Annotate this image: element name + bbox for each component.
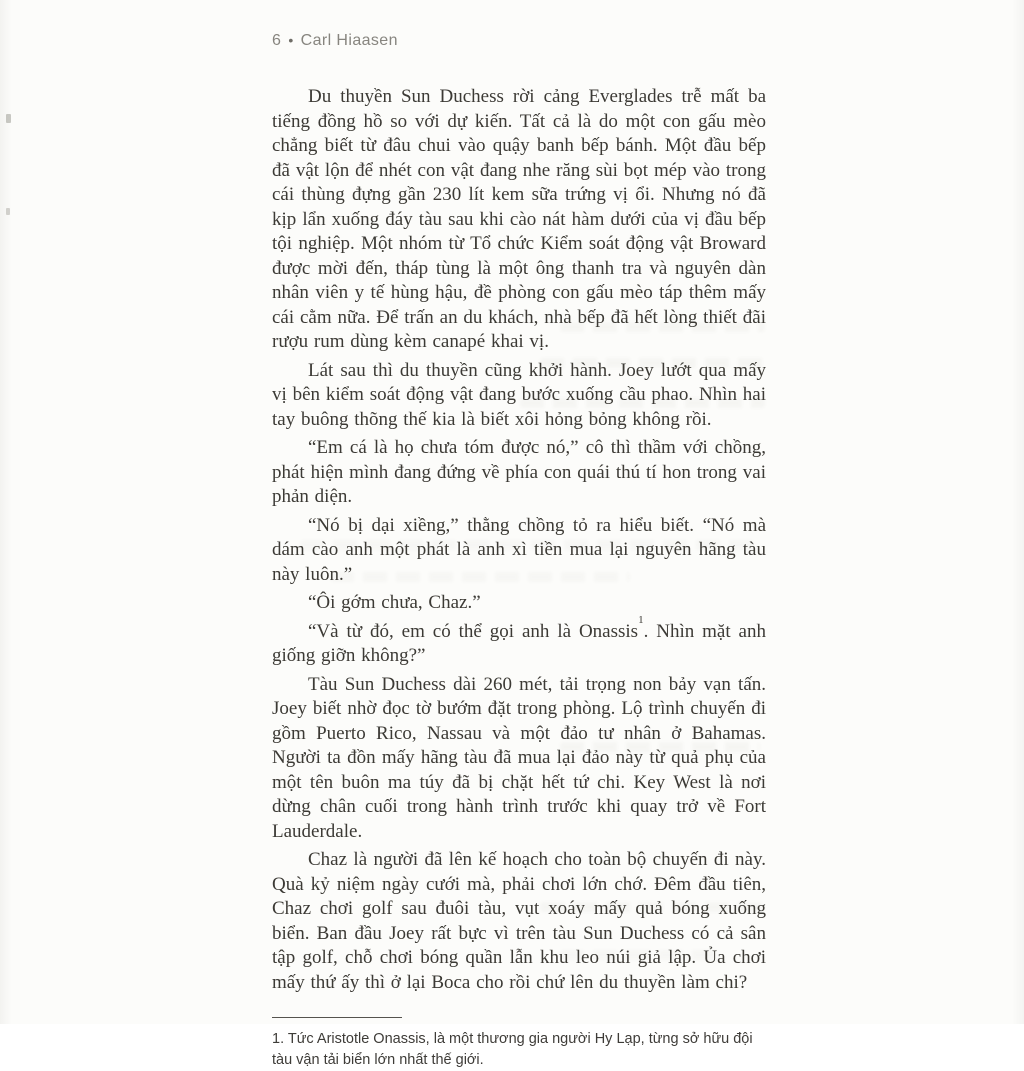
dialog-text: “Và từ đó, em có thể gọi anh là Onassis [308,620,639,642]
page-content [272,32,766,1071]
body-paragraph: Tàu Sun Duchess dài 260 mét, tải trọng non bảy vạn tấn. Joey biết nhờ đọc tờ bướm đặt trong phòng. Lộ trình chuyến đi gồm Puerto Rico, Nassau và một đảo tư nhân ở Bahamas. Người ta đồn mấy hãng tàu đã mua lại đảo này từ quả phụ của một tên buôn ma túy đã bị chặt hết tứ chi. Key West là nơi dừng chân cuối trong hành trình trước khi quay trở về Fort Lauderdale. [272,673,766,842]
body-paragraph [272,614,766,669]
footnote-block [272,1017,766,1071]
footnote-reference: 1 [638,614,644,627]
body-text [272,85,766,995]
body-paragraph: Chaz là người đã lên kế hoạch cho toàn bộ chuyến đi này. Quà kỷ niệm ngày cưới mà, phải chơi lớn chớ. Đêm đầu tiên, Chaz chơi golf sau đuôi tàu, vụt xoáy mấy quả bóng xuống biển. Ban đầu Joey rất bực vì trên tàu Sun Duchess có cả sân tập golf, chỗ chơi bóng quần lẫn khu leo núi giả lập. Ủa chơi mấy thứ ấy thì ở lại Boca cho rồi chứ lên du thuyền làm chi? [272,849,766,993]
page-number: 6 [272,32,282,49]
body-paragraph: “Nó bị dại xiềng,” thằng chồng tỏ ra hiểu biết. “Nó mà dám cào anh một phát là anh xì tiền mua lại nguyên hãng tàu này luôn.” [272,514,766,585]
footnote-text: 1. Tức Aristotle Onassis, là một thương gia người Hy Lạp, từng sở hữu đội tàu vận tải biển lớn nhất thế giới. [272,1031,753,1068]
scan-speck [6,114,11,123]
body-paragraph: “Em cá là họ chưa tóm được nó,” cô thì thầm với chồng, phát hiện mình đang đứng về phía con quái thú tí hon trong vai phản diện. [272,437,766,507]
dialog-text: . Nhìn mặt anh giống giỡn không?” [272,620,766,666]
body-paragraph: “Ôi gớm chưa, Chaz.” [308,592,481,613]
scan-speck [6,208,10,215]
body-paragraph: Du thuyền Sun Duchess rời cảng Everglades trễ mất ba tiếng đồng hồ so với dự kiến. Tất cả là do một con gấu mèo chẳng biết từ đâu chui vào quậy banh bếp bánh. Một đầu bếp đã vật lộn để nhét con vật đang nhe răng sùi bọt mép vào trong cái thùng đựng gần 230 lít kem sữa trứng vị ổi. Nhưng nó đã kịp lẩn xuống đáy tàu sau khi cào nát hàm dưới của vị đầu bếp tội nghiệp. Một nhóm từ Tổ chức Kiểm soát động vật Broward được mời đến, tháp tùng là một ông thanh tra và nguyên dàn nhân viên y tế hùng hậu, đề phòng con gấu mèo táp thêm mấy cái cằm nữa. Để trấn an du khách, nhà bếp đã hết lòng thiết đãi rượu rum dùng kèm canapé khai vị. [272,86,766,352]
running-header [272,32,766,50]
header-bullet-separator: • [288,32,294,48]
footnote-divider [272,1017,402,1018]
body-paragraph: Lát sau thì du thuyền cũng khởi hành. Joey lướt qua mấy vị bên kiểm soát động vật đang bước xuống cầu phao. Nhìn hai tay buông thõng thế kia là biết xôi hỏng bỏng không rồi. [272,359,766,430]
author-name: Carl Hiaasen [300,32,398,49]
